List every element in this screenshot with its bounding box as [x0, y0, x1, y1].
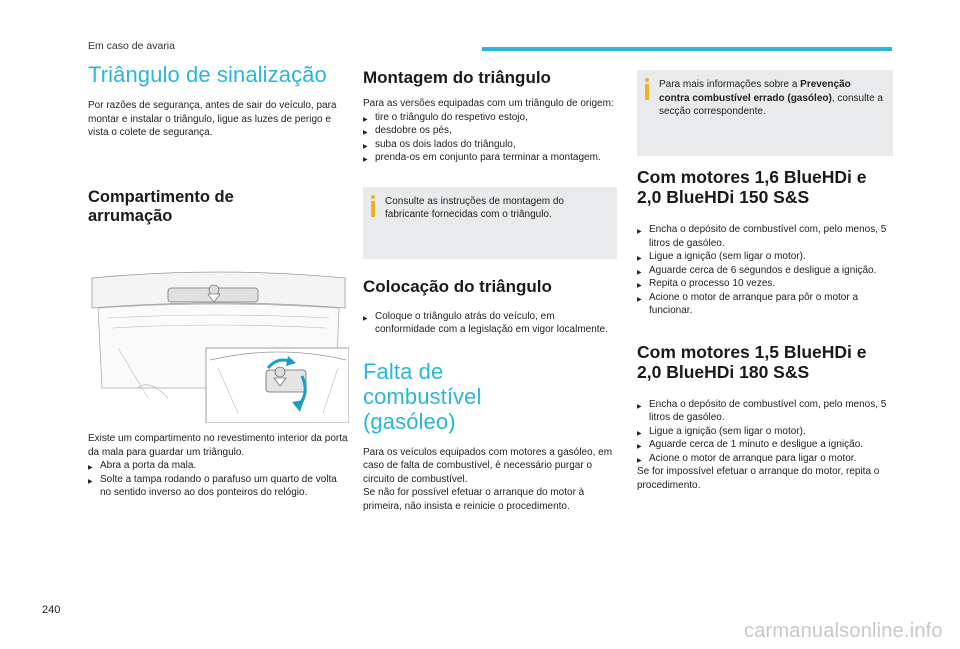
misfuel-link-text: Prevenção contra combustível errado (gasóleo) — [659, 79, 851, 104]
list-item: ▶ Abra a porta da mala. — [88, 459, 350, 473]
misfuel-info-box: Para mais informações sobre a Prevenção contra combustível errado (gasóleo), consulte a secção correspondente. — [637, 70, 893, 156]
list-item: ▶ Ligue a ignição (sem ligar o motor). — [637, 425, 893, 439]
list-item: ▶ Aguarde cerca de 6 segundos e desligue a ignição. — [637, 264, 893, 278]
list-item: ▶ Coloque o triângulo atrás do veículo, em conformidade com a legislação em vigor localmente. — [363, 310, 617, 337]
column-right — [637, 70, 893, 492]
heading-assembly: Montagem do triângulo — [363, 68, 551, 87]
storage-description — [88, 432, 350, 500]
header-accent-bar — [482, 47, 892, 51]
list-item: ▶ Acione o motor de arranque para ligar o motor. — [637, 452, 893, 466]
list-item: ▶ Encha o depósito de combustível com, pelo menos, 5 litros de gasóleo. — [637, 223, 893, 250]
column-left — [88, 62, 350, 236]
title-warning-triangle: Triângulo de sinalização — [88, 62, 327, 87]
boot-storage-illustration — [88, 268, 349, 423]
assembly-info-box — [363, 187, 617, 259]
list-item: ▶ Solte a tampa rodando o parafuso um quarto de volta no sentido inverso ao dos ponteiros do relógio. — [88, 473, 350, 500]
assembly-info-text: Consulte as instruções de montagem do fabricante fornecidas com o triângulo. — [385, 195, 564, 220]
engine-group-1-steps — [637, 223, 893, 318]
heading-engine-group-1: Com motores 1,6 BlueHDi e 2,0 BlueHDi 150 S&S — [637, 167, 867, 207]
list-item: ▶ Aguarde cerca de 1 minuto e desligue a ignição. — [637, 438, 893, 452]
list-item: ▶ prenda-os em conjunto para terminar a montagem. — [363, 151, 617, 165]
heading-storage: Compartimento de arrumação — [88, 187, 234, 225]
watermark: carmanualsonline.info — [744, 620, 943, 642]
engine-group-2-note: Se for impossível efetuar o arranque do motor, repita o procedimento. — [637, 466, 880, 491]
warning-triangle-intro: Por razões de segurança, antes de sair do veículo, para montar e instalar o triângulo, ligue as luzes de perigo e vista o colete de segurança. — [88, 100, 337, 138]
info-icon — [370, 195, 376, 221]
list-item: ▶ desdobre os pés, — [363, 124, 617, 138]
assembly-text: Para as versões equipadas com um triângulo de origem: — [363, 98, 614, 109]
list-item: ▶ Repita o processo 10 vezes. — [637, 277, 893, 291]
list-item: ▶ Encha o depósito de combustível com, pelo menos, 5 litros de gasóleo. — [637, 398, 893, 425]
page-number: 240 — [42, 604, 61, 616]
heading-placement: Colocação do triângulo — [363, 276, 552, 296]
storage-steps — [88, 459, 350, 500]
list-item: ▶ tire o triângulo do respetivo estojo, — [363, 111, 617, 125]
column-middle — [363, 68, 617, 513]
storage-text: Existe um compartimento no revestimento interior da porta da mala para guardar um triângulo. — [88, 433, 348, 458]
fuel-text-1: Para os veículos equipados com motores a gasóleo, em caso de falta de combustível, é necessário purgar o circuito de combustível. — [363, 446, 613, 485]
assembly-steps — [363, 111, 617, 165]
section-header: Em caso de avaria — [88, 40, 175, 52]
title-fuel-shortage: Falta de combustível (gasóleo) — [363, 358, 482, 434]
list-item: ▶ Ligue a ignição (sem ligar o motor). — [637, 250, 893, 264]
engine-group-2-steps — [637, 398, 893, 466]
list-item: ▶ suba os dois lados do triângulo, — [363, 138, 617, 152]
info-icon — [644, 78, 650, 104]
fuel-text-2: Se não for possível efetuar o arranque do motor à primeira, não insista e reinicie o procedimento. — [363, 487, 585, 512]
list-item: ▶ Acione o motor de arranque para pôr o motor a funcionar. — [637, 291, 893, 318]
heading-engine-group-2: Com motores 1,5 BlueHDi e 2,0 BlueHDi 180 S&S — [637, 341, 867, 382]
placement-steps — [363, 310, 617, 337]
